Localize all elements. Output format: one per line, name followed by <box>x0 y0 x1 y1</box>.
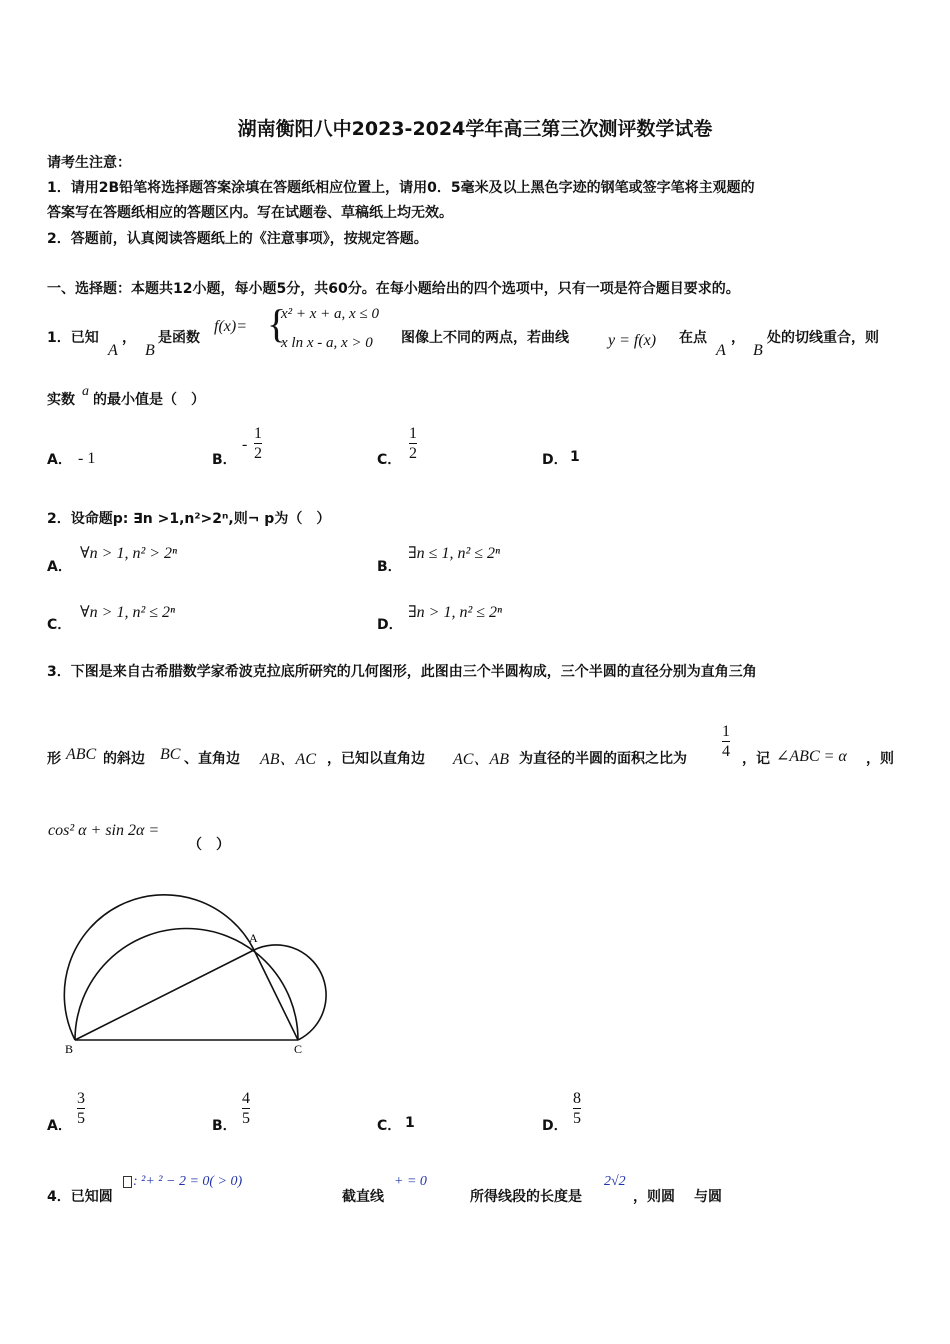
q1-line2a: 实数 <box>47 392 75 408</box>
q1-opt-b-sign: - <box>242 436 248 453</box>
q1-case2: x ln x - a, x > 0 <box>281 335 373 351</box>
q1-tail: 处的切线重合，则 <box>767 330 879 346</box>
q1-opt-c-den: 2 <box>409 445 417 462</box>
q1-point-b: B <box>145 342 155 359</box>
q1-case1: x² + x + a, x ≤ 0 <box>281 306 379 322</box>
q4-c: 所得线段的长度是 <box>470 1189 582 1205</box>
q1-opt-b-label[interactable]: B． <box>212 452 237 468</box>
q2-opt-d: ∃n > 1, n² ≤ 2ⁿ <box>408 604 503 621</box>
q3-opt-d-den: 5 <box>573 1110 581 1127</box>
q1-opt-d-label[interactable]: D． <box>542 452 568 468</box>
notice-item-2: 2．答题前，认真阅读答题纸上的《注意事项》，按规定答题。 <box>47 231 428 247</box>
q2-opt-c: ∀n > 1, n² ≤ 2ⁿ <box>80 604 176 621</box>
notice-heading: 请考生注意： <box>47 155 131 171</box>
q3-opt-b-label[interactable]: B． <box>212 1118 237 1134</box>
segment-ac <box>254 950 298 1040</box>
q1-opt-a-label[interactable]: A． <box>47 452 72 468</box>
q2-opt-d-label[interactable]: D． <box>377 617 403 633</box>
q3-ratio-den: 4 <box>722 743 730 760</box>
q3-line2e: 为直径的半圆的面积之比为 <box>519 751 687 767</box>
q3-line2c: 、直角边 <box>184 751 240 767</box>
q4-b: 截直线 <box>342 1189 384 1205</box>
q1-opt-b-num: 1 <box>254 425 262 442</box>
q2-opt-a: ∀n > 1, n² > 2ⁿ <box>80 545 178 562</box>
q3-opt-c-label[interactable]: C． <box>377 1118 402 1134</box>
q1-opt-c-frac <box>409 424 417 463</box>
notice-item-1b: 答案写在答题纸相应的答题区内。写在试题卷、草稿纸上均无效。 <box>47 205 453 221</box>
fig-label-b: B <box>65 1042 74 1056</box>
q3-line2a: 形 <box>47 751 61 767</box>
q1-point-a: A <box>108 342 118 359</box>
q1-line2b: 的最小值是（ ） <box>93 392 205 408</box>
q1-opt-c-num: 1 <box>409 425 417 442</box>
q3-opt-b-frac <box>242 1089 250 1128</box>
q4-d: ，则圆 <box>633 1189 675 1205</box>
q2-opt-c-label[interactable]: C． <box>47 617 72 633</box>
q3-line2b: 的斜边 <box>103 751 145 767</box>
q1-opt-c-label[interactable]: C． <box>377 452 402 468</box>
q3-paren: （ ） <box>188 837 230 853</box>
q1-brace: { <box>267 301 287 346</box>
q3-angle: ∠ABC = α <box>776 748 847 765</box>
page-title: 湖南衡阳八中2023-2024学年高三第三次测评数学试卷 <box>237 118 713 140</box>
q1-var-a: a <box>82 384 89 399</box>
q1-point-a2: A <box>716 342 726 359</box>
q3-opt-b-num: 4 <box>242 1090 250 1107</box>
q1-opt-b-den: 2 <box>254 445 262 462</box>
q2-opt-b: ∃n ≤ 1, n² ≤ 2ⁿ <box>408 545 501 562</box>
q4-a: 4．已知圆 <box>47 1189 113 1205</box>
semicircle-ab <box>64 895 254 1040</box>
q1-comma: ， <box>122 330 136 346</box>
q3-opt-d-label[interactable]: D． <box>542 1118 568 1134</box>
q3-opt-a-frac <box>77 1089 85 1128</box>
q1-start: 1．已知 <box>47 330 99 346</box>
q3-expr: cos² α + sin 2α = <box>48 822 160 839</box>
q4-circle-eq <box>122 1174 242 1190</box>
q3-line2f: ，记 <box>742 751 770 767</box>
q3-opt-a-den: 5 <box>77 1110 85 1127</box>
q1-at: 在点 <box>679 330 707 346</box>
q3-abac: AB、AC <box>260 751 316 768</box>
q3-ratio-num: 1 <box>722 723 730 740</box>
q3-ratio <box>722 722 730 761</box>
q1-after: 图像上不同的两点，若曲线 <box>401 330 569 346</box>
q1-opt-d: 1 <box>570 449 580 465</box>
q3-opt-c: 1 <box>405 1115 415 1131</box>
q3-opt-a-label[interactable]: A． <box>47 1118 72 1134</box>
q3-acab: AC、AB <box>453 751 509 768</box>
q1-point-b2: B <box>753 342 763 359</box>
q2-opt-a-label[interactable]: A． <box>47 559 72 575</box>
q1-curve: y = f(x) <box>608 332 657 349</box>
q3-opt-d-num: 8 <box>573 1090 581 1107</box>
q3-line1: 3．下图是来自古希腊数学家希波克拉底所研究的几何图形，此图由三个半圆构成，三个半圆的直径分别为直角三角 <box>47 664 757 680</box>
q4-circle-eq-text: : ²+ ² − 2 = 0( > 0) <box>133 1174 243 1189</box>
q2-stem: 2．设命题p: ∃n >1,n²>2ⁿ,则¬ p为（ ） <box>47 511 331 527</box>
fig-label-c: C <box>294 1042 303 1056</box>
q3-bc: BC <box>160 746 181 763</box>
q3-opt-b-den: 5 <box>242 1110 250 1127</box>
q3-opt-a-num: 3 <box>77 1090 85 1107</box>
q2-opt-b-label[interactable]: B． <box>377 559 402 575</box>
q1-mid: 是函数 <box>158 330 200 346</box>
q1-opt-b-frac <box>254 424 262 463</box>
q1-opt-a: - 1 <box>78 450 96 467</box>
q3-line2g: ，则 <box>866 751 894 767</box>
segment-ab <box>75 950 254 1040</box>
q4-e: 与圆 <box>694 1189 722 1205</box>
q4-len: 2√2 <box>604 1174 626 1189</box>
q3-line2d: ，已知以直角边 <box>327 751 425 767</box>
hippocrates-figure <box>55 892 340 1062</box>
notice-item-1a: 1．请用2B铅笔将选择题答案涂填在答题纸相应位置上，请用0．5毫米及以上黑色字迹的钢笔或签字笔将主观题的 <box>47 180 755 196</box>
q1-fx: f(x)= <box>214 318 247 335</box>
q3-opt-d-frac <box>573 1089 581 1128</box>
section-heading: 一、选择题：本题共12小题，每小题5分，共60分。在每小题给出的四个选项中，只有一项是符合题目要求的。 <box>47 281 740 297</box>
q1-comma2: ， <box>731 330 745 346</box>
q3-abc: ABC <box>66 746 97 763</box>
q4-line-eq: + = 0 <box>394 1174 427 1189</box>
fig-label-a: A <box>249 931 258 945</box>
semicircle-ac <box>254 945 326 1040</box>
